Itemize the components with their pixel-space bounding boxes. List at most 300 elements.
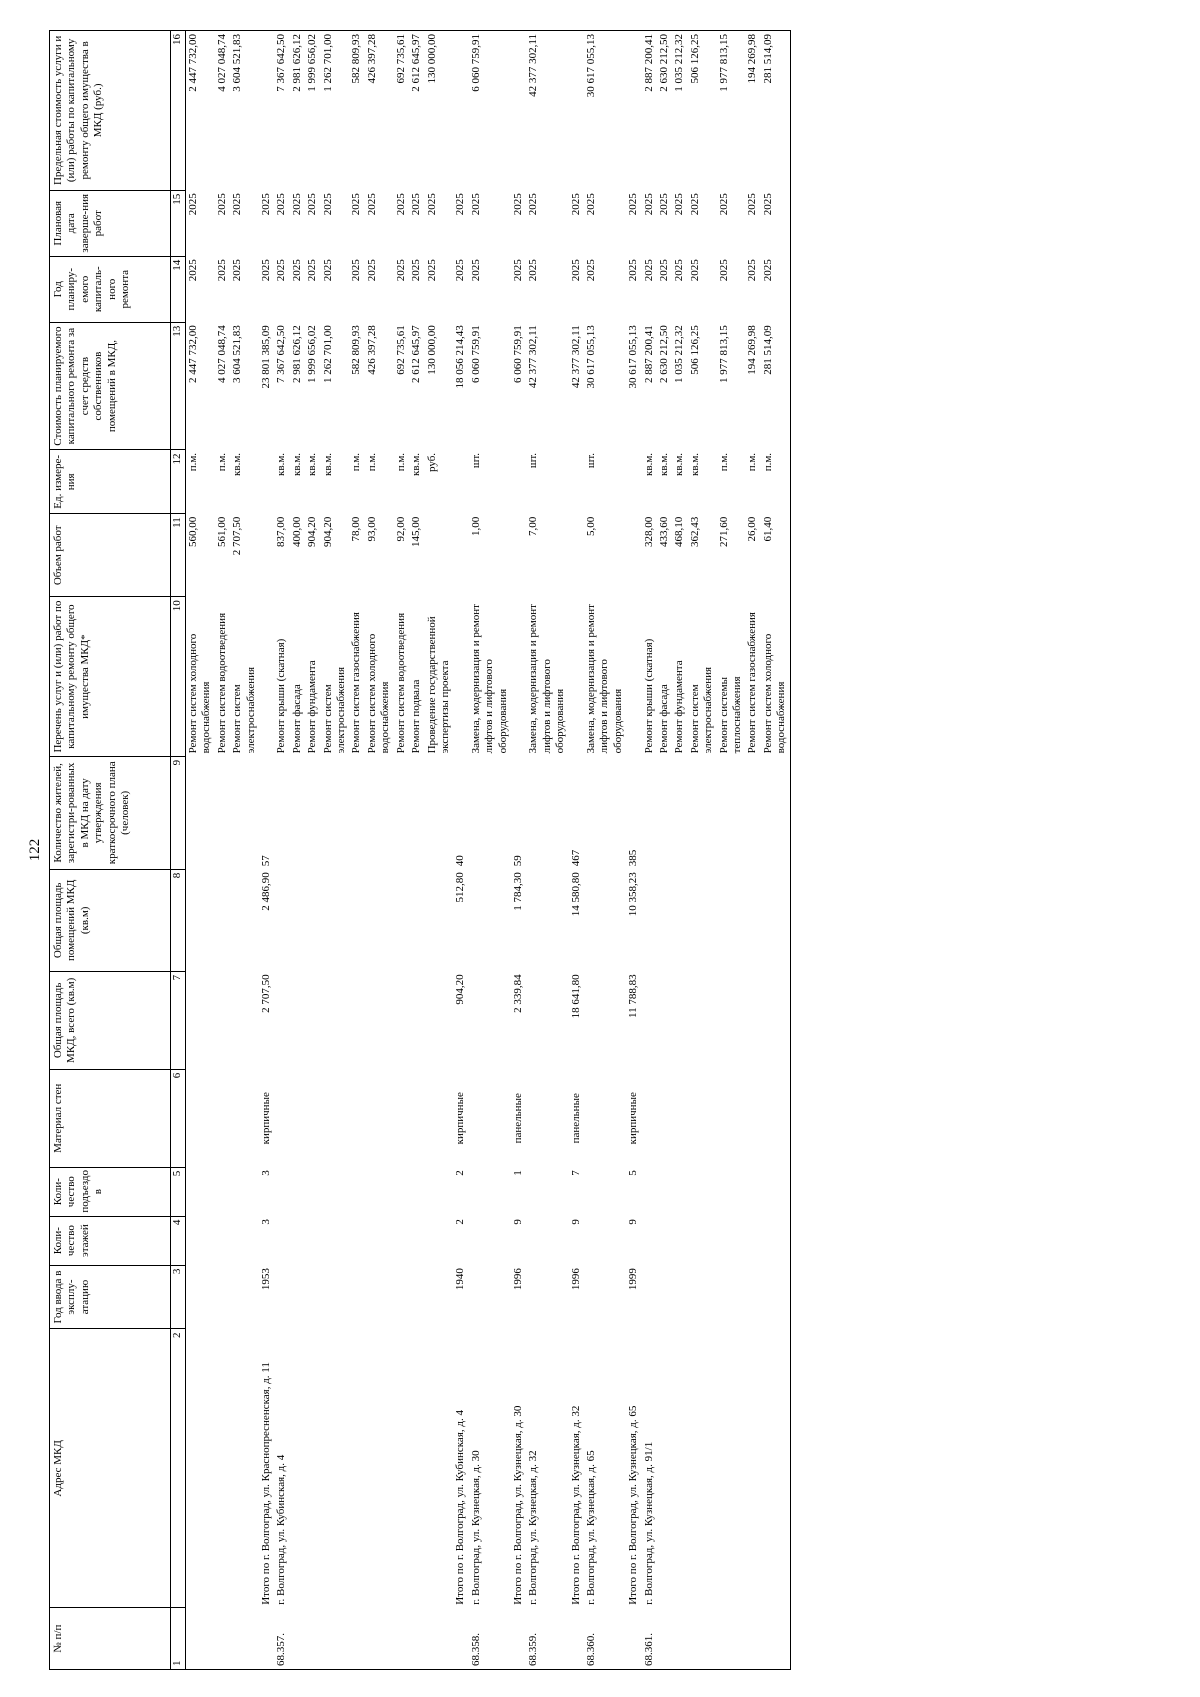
row-number-cell: 68.358. bbox=[469, 1608, 511, 1670]
repair-year-cell: 2025 bbox=[275, 259, 288, 282]
floors-cell bbox=[688, 1216, 717, 1265]
premises-area-cell bbox=[321, 869, 350, 971]
unit-cell: кв.м. bbox=[275, 452, 288, 476]
wall-material-cell bbox=[657, 1069, 672, 1167]
total-area-cell bbox=[274, 971, 289, 1069]
table-row bbox=[511, 31, 526, 1670]
residents-cell bbox=[215, 756, 230, 869]
premises-area-cell bbox=[215, 869, 230, 971]
max-cost-cell: 506 126,25 bbox=[688, 31, 717, 191]
completion-year-cell: 2025 bbox=[569, 193, 582, 216]
planned-cost-cell: 1 262 701,00 bbox=[321, 325, 334, 383]
entrances-cell bbox=[469, 1167, 511, 1216]
total-area-cell bbox=[349, 971, 364, 1069]
column-number: 7 bbox=[171, 971, 186, 1069]
entrances-cell bbox=[365, 1167, 394, 1216]
table-row bbox=[657, 31, 672, 1670]
row-number-cell bbox=[569, 1608, 584, 1670]
row-number-cell bbox=[259, 1608, 274, 1670]
floors-cell bbox=[657, 1216, 672, 1265]
page-number: 122 bbox=[27, 838, 43, 862]
row-number-cell bbox=[761, 1608, 790, 1670]
total-area-cell bbox=[215, 971, 230, 1069]
completion-year-cell: 2025 bbox=[260, 193, 273, 216]
work-type-cell: Ремонт систем холодного водоснабжения bbox=[365, 633, 392, 754]
total-area-cell bbox=[290, 971, 305, 1069]
work-volume-cell bbox=[569, 514, 584, 597]
work-type-cell bbox=[569, 597, 584, 757]
max-cost-cell: 582 809,93 bbox=[349, 31, 364, 191]
address-cell bbox=[215, 1329, 230, 1608]
commission-year-cell bbox=[394, 1265, 409, 1329]
column-number: 4 bbox=[171, 1216, 186, 1265]
commission-year-cell: 1940 bbox=[454, 1268, 467, 1291]
table-row bbox=[453, 31, 468, 1670]
planned-cost-cell: 23 801 385,09 bbox=[260, 325, 273, 389]
completion-year-cell: 2025 bbox=[290, 193, 303, 216]
commission-year-cell bbox=[717, 1265, 746, 1329]
entrances-cell bbox=[657, 1167, 672, 1216]
completion-year-cell: 2025 bbox=[365, 193, 378, 216]
premises-area-cell: 512,80 bbox=[454, 872, 467, 903]
repair-plan-table bbox=[49, 30, 791, 1670]
table-row bbox=[717, 31, 746, 1670]
address-cell: г. Волгоград, ул. Кузнецкая, д. 91/1 bbox=[642, 1441, 655, 1605]
residents-cell: 57 bbox=[260, 855, 273, 867]
repair-year-cell: 2025 bbox=[658, 259, 670, 282]
premises-area-cell bbox=[761, 869, 790, 971]
header-cell: Год ввода в эксплу-атацию bbox=[50, 1265, 171, 1329]
unit-cell: п.м. bbox=[717, 452, 730, 472]
entrances-cell bbox=[688, 1167, 717, 1216]
floors-cell bbox=[365, 1216, 394, 1265]
unit-cell: шт. bbox=[527, 452, 540, 469]
planned-cost-cell: 30 617 055,13 bbox=[627, 325, 640, 389]
residents-cell bbox=[274, 756, 289, 869]
floors-cell: 9 bbox=[627, 1219, 640, 1225]
work-type-cell: Ремонт систем холодного водоснабжения bbox=[761, 597, 790, 757]
wall-material-cell bbox=[186, 1069, 215, 1167]
premises-area-cell bbox=[186, 869, 215, 971]
residents-cell bbox=[290, 756, 305, 869]
address-cell bbox=[394, 1329, 409, 1608]
work-type-cell: Ремонт систем электроснабжения bbox=[688, 666, 715, 754]
planned-cost-cell: 426 397,28 bbox=[365, 325, 378, 375]
premises-area-cell bbox=[290, 869, 305, 971]
repair-year-cell: 2025 bbox=[306, 259, 319, 282]
completion-year-cell: 2025 bbox=[275, 193, 288, 216]
completion-year-cell: 2025 bbox=[187, 193, 199, 216]
residents-cell bbox=[186, 756, 215, 869]
work-volume-cell: 271,60 bbox=[717, 516, 730, 548]
work-volume-cell: 837,00 bbox=[275, 516, 288, 548]
residents-cell bbox=[526, 756, 568, 869]
work-volume-cell: 7,00 bbox=[527, 516, 540, 537]
address-cell bbox=[305, 1329, 320, 1608]
address-cell: г. Волгоград, ул. Кузнецкая, д. 30 bbox=[469, 1450, 482, 1605]
unit-cell: руб. bbox=[425, 452, 438, 472]
column-number: 9 bbox=[171, 756, 186, 869]
table-row bbox=[215, 31, 230, 1670]
planned-cost-cell: 1 977 813,15 bbox=[717, 325, 730, 383]
unit-cell: шт. bbox=[584, 452, 597, 469]
max-cost-cell: 30 617 055,13 bbox=[584, 31, 626, 191]
entrances-cell bbox=[274, 1167, 289, 1216]
work-type-cell bbox=[259, 597, 274, 757]
floors-cell: 3 bbox=[260, 1219, 273, 1225]
planned-cost-cell: 1 035 212,32 bbox=[673, 325, 686, 383]
premises-area-cell bbox=[584, 869, 626, 971]
header-cell: Общая площадь помещений МКД (кв.м) bbox=[50, 869, 171, 971]
row-number-cell bbox=[409, 1608, 424, 1670]
work-volume-cell: 400,00 bbox=[290, 516, 303, 548]
max-cost-cell bbox=[259, 31, 274, 191]
entrances-cell bbox=[349, 1167, 364, 1216]
work-type-cell: Ремонт фасада bbox=[290, 684, 303, 754]
entrances-cell bbox=[717, 1167, 746, 1216]
planned-cost-cell: 2 612 645,97 bbox=[410, 325, 423, 383]
floors-cell bbox=[469, 1216, 511, 1265]
wall-material-cell bbox=[215, 1069, 230, 1167]
floors-cell: 2 bbox=[454, 1219, 467, 1225]
planned-cost-cell: 1 999 656,02 bbox=[306, 325, 319, 383]
wall-material-cell bbox=[230, 1069, 259, 1167]
wall-material-cell: панельные bbox=[569, 1093, 582, 1144]
header-cell: Материал стен bbox=[50, 1069, 171, 1167]
address-cell bbox=[349, 1329, 364, 1608]
wall-material-cell bbox=[365, 1069, 394, 1167]
table-row bbox=[305, 31, 320, 1670]
completion-year-cell: 2025 bbox=[673, 193, 686, 216]
work-type-cell bbox=[511, 597, 526, 757]
max-cost-cell: 2 612 645,97 bbox=[409, 31, 424, 191]
entrances-cell bbox=[425, 1167, 454, 1216]
table-row bbox=[409, 31, 424, 1670]
entrances-cell: 2 bbox=[454, 1170, 467, 1176]
entrances-cell bbox=[642, 1167, 657, 1216]
wall-material-cell bbox=[290, 1069, 305, 1167]
repair-year-cell: 2025 bbox=[215, 259, 228, 282]
residents-cell bbox=[672, 756, 687, 869]
column-number-row bbox=[171, 31, 186, 1670]
residents-cell bbox=[584, 756, 626, 869]
total-area-cell bbox=[672, 971, 687, 1069]
total-area-cell bbox=[526, 971, 568, 1069]
table-row bbox=[394, 31, 409, 1670]
header-cell: Общая площадь МКД, всего (кв.м) bbox=[50, 971, 171, 1069]
completion-year-cell: 2025 bbox=[350, 193, 363, 216]
table-body bbox=[186, 31, 791, 1670]
residents-cell: 385 bbox=[627, 849, 640, 867]
header-cell: Коли-чество подъездо в bbox=[50, 1167, 171, 1216]
row-number-cell bbox=[657, 1608, 672, 1670]
address-cell: Итого по г. Волгоград, ул. Кузнецкая, д. 30 bbox=[511, 1405, 524, 1605]
total-area-cell: 2 707,50 bbox=[260, 974, 273, 1013]
residents-cell bbox=[688, 756, 717, 869]
residents-cell bbox=[409, 756, 424, 869]
floors-cell bbox=[672, 1216, 687, 1265]
table-row bbox=[321, 31, 350, 1670]
row-number-cell bbox=[425, 1608, 454, 1670]
unit-cell: кв.м. bbox=[688, 452, 701, 476]
commission-year-cell bbox=[186, 1265, 215, 1329]
max-cost-cell: 692 735,61 bbox=[394, 31, 409, 191]
floors-cell bbox=[230, 1216, 259, 1265]
work-volume-cell: 468,10 bbox=[673, 516, 686, 548]
unit-cell: кв.м. bbox=[306, 452, 319, 476]
premises-area-cell: 10 358,23 bbox=[627, 872, 640, 917]
wall-material-cell bbox=[425, 1069, 454, 1167]
floors-cell bbox=[349, 1216, 364, 1265]
row-number-cell bbox=[186, 1608, 215, 1670]
repair-year-cell: 2025 bbox=[761, 256, 790, 322]
max-cost-cell: 3 604 521,83 bbox=[230, 31, 259, 191]
premises-area-cell bbox=[469, 869, 511, 971]
commission-year-cell bbox=[672, 1265, 687, 1329]
repair-year-cell: 2025 bbox=[290, 259, 303, 282]
commission-year-cell bbox=[305, 1265, 320, 1329]
residents-cell bbox=[230, 756, 259, 869]
wall-material-cell bbox=[642, 1069, 657, 1167]
work-type-cell: Ремонт подвала bbox=[410, 679, 423, 754]
planned-cost-cell: 2 981 626,12 bbox=[290, 325, 303, 383]
max-cost-cell: 1 977 813,15 bbox=[717, 31, 746, 191]
entrances-cell bbox=[761, 1167, 790, 1216]
address-cell bbox=[230, 1329, 259, 1608]
row-number-cell: 68.360. bbox=[584, 1608, 626, 1670]
wall-material-cell bbox=[688, 1069, 717, 1167]
row-number-cell bbox=[688, 1608, 717, 1670]
table-row bbox=[230, 31, 259, 1670]
residents-cell bbox=[657, 756, 672, 869]
work-type-cell: Ремонт фундамента bbox=[673, 660, 686, 754]
floors-cell bbox=[761, 1216, 790, 1265]
max-cost-cell: 1 999 656,02 bbox=[305, 31, 320, 191]
completion-year-cell: 2025 bbox=[642, 193, 655, 216]
premises-area-cell bbox=[425, 869, 454, 971]
work-volume-cell: 92,00 bbox=[394, 516, 407, 542]
work-type-cell: Ремонт систем холодного водоснабжения bbox=[187, 633, 213, 754]
planned-cost-cell: 130 000,00 bbox=[425, 325, 438, 375]
commission-year-cell: 1953 bbox=[260, 1268, 273, 1291]
premises-area-cell bbox=[688, 869, 717, 971]
floors-cell bbox=[290, 1216, 305, 1265]
table-row bbox=[259, 31, 274, 1670]
unit-cell bbox=[569, 450, 584, 514]
max-cost-cell: 2 981 626,12 bbox=[290, 31, 305, 191]
unit-cell: кв.м. bbox=[658, 452, 670, 476]
entrances-cell bbox=[526, 1167, 568, 1216]
floors-cell bbox=[215, 1216, 230, 1265]
work-type-cell: Ремонт систем газоснабжения bbox=[746, 612, 759, 754]
commission-year-cell bbox=[688, 1265, 717, 1329]
wall-material-cell bbox=[349, 1069, 364, 1167]
total-area-cell bbox=[409, 971, 424, 1069]
address-cell: Итого по г. Волгоград, ул. Кубинская, д. 4 bbox=[454, 1410, 467, 1605]
completion-year-cell: 2025 bbox=[627, 193, 640, 216]
table-row bbox=[186, 31, 215, 1670]
wall-material-cell bbox=[469, 1069, 511, 1167]
work-type-cell: Замена, модернизация и ремонт лифтов и лифтового оборудования bbox=[527, 604, 567, 754]
address-cell bbox=[409, 1329, 424, 1608]
total-area-cell bbox=[584, 971, 626, 1069]
commission-year-cell bbox=[642, 1265, 657, 1329]
column-number: 14 bbox=[171, 256, 186, 322]
unit-cell: п.м. bbox=[350, 452, 363, 472]
completion-year-cell: 2025 bbox=[425, 193, 438, 216]
commission-year-cell bbox=[321, 1265, 350, 1329]
header-cell: Коли-чество этажей bbox=[50, 1216, 171, 1265]
commission-year-cell bbox=[409, 1265, 424, 1329]
commission-year-cell bbox=[215, 1265, 230, 1329]
repair-year-cell: 2025 bbox=[260, 259, 273, 282]
work-volume-cell bbox=[626, 514, 641, 597]
repair-year-cell: 2025 bbox=[469, 259, 482, 282]
wall-material-cell bbox=[584, 1069, 626, 1167]
column-number: 16 bbox=[171, 31, 186, 191]
address-cell bbox=[321, 1329, 350, 1608]
row-number-cell bbox=[230, 1608, 259, 1670]
floors-cell bbox=[717, 1216, 746, 1265]
completion-year-cell: 2025 bbox=[717, 193, 730, 216]
column-number: 5 bbox=[171, 1167, 186, 1216]
wall-material-cell bbox=[526, 1069, 568, 1167]
wall-material-cell: кирпичные bbox=[454, 1092, 467, 1145]
work-volume-cell bbox=[259, 514, 274, 597]
unit-cell: кв.м. bbox=[410, 452, 423, 476]
max-cost-cell: 194 269,98 bbox=[745, 31, 760, 191]
entrances-cell bbox=[584, 1167, 626, 1216]
table-row bbox=[274, 31, 289, 1670]
row-number-cell bbox=[215, 1608, 230, 1670]
commission-year-cell bbox=[526, 1265, 568, 1329]
completion-year-cell: 2025 bbox=[394, 193, 407, 216]
header-cell: Плановая дата заверше-ния работ bbox=[50, 190, 171, 256]
table-row bbox=[584, 31, 626, 1670]
repair-year-cell: 2025 bbox=[365, 259, 378, 282]
table-row bbox=[626, 31, 641, 1670]
planned-cost-cell: 281 514,09 bbox=[761, 322, 790, 450]
entrances-cell bbox=[409, 1167, 424, 1216]
header-cell: Объем работ bbox=[50, 514, 171, 597]
address-cell bbox=[290, 1329, 305, 1608]
address-cell bbox=[657, 1329, 672, 1608]
entrances-cell: 3 bbox=[260, 1170, 273, 1176]
max-cost-cell bbox=[626, 31, 641, 191]
wall-material-cell: кирпичные bbox=[627, 1092, 640, 1145]
commission-year-cell bbox=[745, 1265, 760, 1329]
commission-year-cell bbox=[761, 1265, 790, 1329]
work-volume-cell: 61,40 bbox=[761, 514, 790, 597]
residents-cell bbox=[469, 756, 511, 869]
wall-material-cell bbox=[394, 1069, 409, 1167]
commission-year-cell: 1996 bbox=[511, 1268, 524, 1291]
address-cell: Итого по г. Волгоград, ул. Краснопресненская, д. 11 bbox=[260, 1362, 273, 1605]
entrances-cell bbox=[230, 1167, 259, 1216]
premises-area-cell bbox=[274, 869, 289, 971]
work-type-cell: Замена, модернизация и ремонт лифтов и лифтового оборудования bbox=[584, 604, 624, 754]
address-cell bbox=[688, 1329, 717, 1608]
work-volume-cell: 433,60 bbox=[658, 516, 670, 548]
commission-year-cell: 1996 bbox=[569, 1268, 582, 1291]
wall-material-cell bbox=[745, 1069, 760, 1167]
address-cell bbox=[186, 1329, 215, 1608]
total-area-cell: 904,20 bbox=[454, 974, 467, 1005]
unit-cell: кв.м. bbox=[290, 452, 303, 476]
premises-area-cell bbox=[349, 869, 364, 971]
entrances-cell: 1 bbox=[511, 1170, 524, 1176]
wall-material-cell bbox=[321, 1069, 350, 1167]
total-area-cell bbox=[657, 971, 672, 1069]
work-volume-cell: 1,00 bbox=[469, 516, 482, 537]
work-volume-cell: 328,00 bbox=[642, 516, 655, 548]
unit-cell: п.м. bbox=[187, 452, 199, 472]
unit-cell: шт. bbox=[469, 452, 482, 469]
work-type-cell bbox=[626, 597, 641, 757]
residents-cell bbox=[745, 756, 760, 869]
repair-year-cell: 2025 bbox=[688, 259, 701, 282]
residents-cell bbox=[349, 756, 364, 869]
unit-cell: п.м. bbox=[761, 450, 790, 514]
repair-year-cell: 2025 bbox=[569, 259, 582, 282]
work-volume-cell bbox=[453, 514, 468, 597]
work-volume-cell bbox=[511, 514, 526, 597]
total-area-cell bbox=[761, 971, 790, 1069]
address-cell: Итого по г. Волгоград, ул. Кузнецкая, д. 65 bbox=[627, 1405, 640, 1605]
total-area-cell bbox=[230, 971, 259, 1069]
planned-cost-cell: 194 269,98 bbox=[746, 325, 759, 375]
wall-material-cell bbox=[672, 1069, 687, 1167]
unit-cell: кв.м. bbox=[642, 452, 655, 476]
address-cell: г. Волгоград, ул. Кубинская, д. 4 bbox=[275, 1454, 288, 1605]
repair-year-cell: 2025 bbox=[584, 259, 597, 282]
header-cell: Год планиру-емого капиталь-ного ремонта bbox=[50, 256, 171, 322]
entrances-cell bbox=[215, 1167, 230, 1216]
residents-cell bbox=[642, 756, 657, 869]
floors-cell bbox=[584, 1216, 626, 1265]
planned-cost-cell: 2 887 200,41 bbox=[642, 325, 655, 383]
residents-cell: 467 bbox=[569, 849, 582, 867]
unit-cell: кв.м. bbox=[673, 452, 686, 476]
row-number-cell bbox=[290, 1608, 305, 1670]
premises-area-cell bbox=[717, 869, 746, 971]
work-type-cell: Ремонт крыши (скатная) bbox=[275, 638, 288, 754]
residents-cell bbox=[394, 756, 409, 869]
table-row bbox=[469, 31, 511, 1670]
premises-area-cell bbox=[409, 869, 424, 971]
total-area-cell bbox=[305, 971, 320, 1069]
address-cell bbox=[745, 1329, 760, 1608]
address-cell: г. Волгоград, ул. Кузнецкая, д. 32 bbox=[527, 1450, 540, 1605]
floors-cell bbox=[409, 1216, 424, 1265]
entrances-cell bbox=[186, 1167, 215, 1216]
row-number-cell bbox=[672, 1608, 687, 1670]
entrances-cell: 7 bbox=[569, 1170, 582, 1176]
unit-cell bbox=[259, 450, 274, 514]
completion-year-cell: 2025 bbox=[527, 193, 540, 216]
document-page bbox=[25, 30, 1175, 1670]
completion-year-cell: 2025 bbox=[658, 193, 670, 216]
planned-cost-cell: 42 377 302,11 bbox=[527, 325, 540, 389]
work-type-cell: Ремонт фундамента bbox=[306, 660, 319, 754]
planned-cost-cell: 30 617 055,13 bbox=[584, 325, 597, 389]
header-cell: Перечень услуг и (или) работ по капитальному ремонту общего имущества МКД* bbox=[50, 597, 171, 757]
planned-cost-cell: 4 027 048,74 bbox=[215, 325, 228, 383]
work-volume-cell: 93,00 bbox=[365, 516, 378, 542]
work-type-cell: Ремонт системы теплоснабжения bbox=[717, 676, 744, 754]
repair-year-cell: 2025 bbox=[717, 259, 730, 282]
wall-material-cell: панельные bbox=[511, 1093, 524, 1144]
